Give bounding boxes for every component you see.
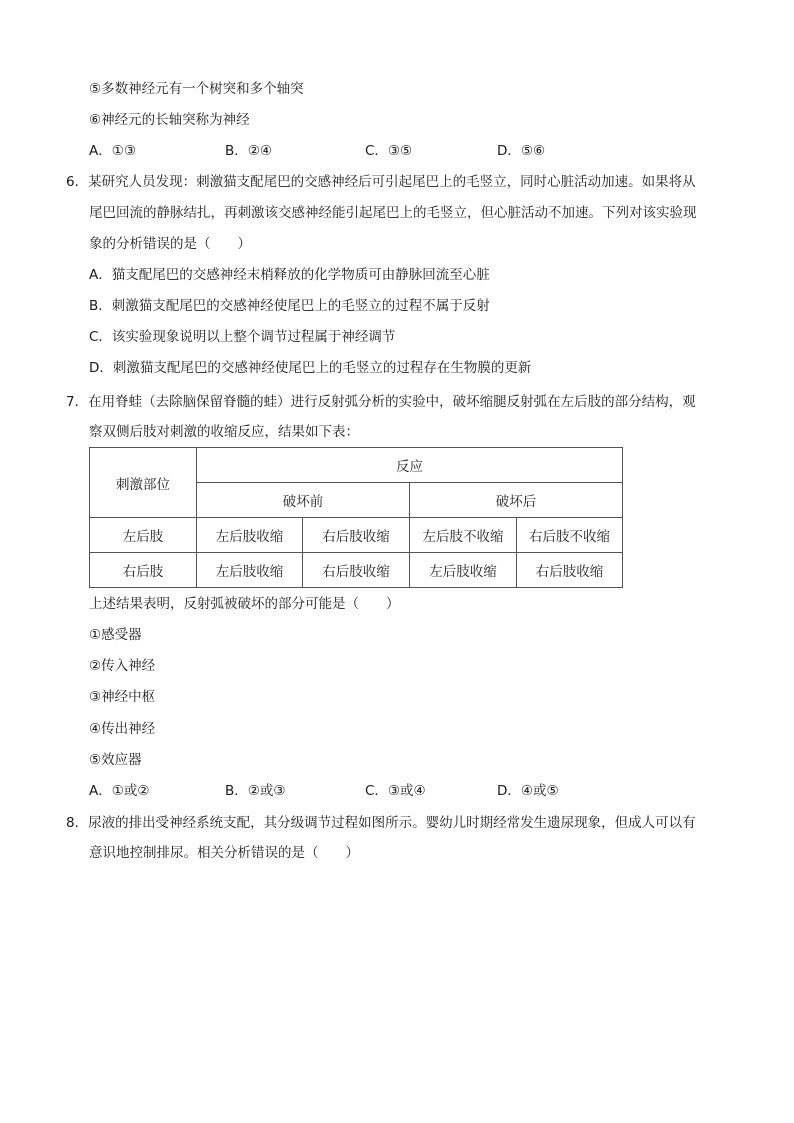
table-cell: 左后肢收缩 bbox=[197, 553, 303, 588]
table-cell: 右后肢不收缩 bbox=[517, 518, 623, 553]
table-header-after: 破坏后 bbox=[410, 483, 623, 518]
table-cell: 右后肢收缩 bbox=[517, 553, 623, 588]
q5-statement-5: ⑤多数神经元有一个树突和多个轴突 bbox=[89, 81, 304, 97]
table-cell: 左后肢不收缩 bbox=[410, 518, 517, 553]
table-cell: 右后肢收缩 bbox=[303, 518, 410, 553]
q7-option-a: A．①或② bbox=[89, 783, 150, 799]
q7-option-b: B．②或③ bbox=[225, 783, 286, 799]
q7-item-4: ④传出神经 bbox=[89, 721, 156, 737]
q7-question: 上述结果表明，反射弧被破坏的部分可能是（ ） bbox=[89, 596, 400, 612]
q7-item-3: ③神经中枢 bbox=[89, 689, 156, 705]
table-header-stimulus: 刺激部位 bbox=[90, 448, 197, 518]
q7-item-5: ⑤效应器 bbox=[89, 752, 142, 768]
q7-stem-line-2: 察双侧后肢对刺激的收缩反应，结果如下表： bbox=[89, 424, 359, 440]
table-row bbox=[90, 518, 623, 553]
q6-option-c: C．该实验现象说明以上整个调节过程属于神经调节 bbox=[89, 329, 396, 345]
q7-stem-line-1: 7．在用脊蛙（去除脑保留脊髓的蛙）进行反射弧分析的实验中，破坏缩腿反射弧在左后肢的部分结构，观 bbox=[66, 394, 696, 410]
table-row bbox=[90, 553, 623, 588]
q6-option-a: A．猫支配尾巴的交感神经末梢释放的化学物质可由静脉回流至心脏 bbox=[89, 267, 490, 283]
table-cell: 左后肢 bbox=[90, 518, 197, 553]
table-cell: 左后肢收缩 bbox=[197, 518, 303, 553]
q5-option-c: C．③⑤ bbox=[365, 143, 413, 159]
q6-stem-line-1: 6．某研究人员发现：刺激猫支配尾巴的交感神经后可引起尾巴上的毛竖立，同时心脏活动加速。如果将从 bbox=[66, 174, 696, 190]
table-cell: 左后肢收缩 bbox=[410, 553, 517, 588]
q8-stem-line-1: 8．尿液的排出受神经系统支配，其分级调节过程如图所示。婴幼儿时期经常发生遗尿现象，但成人可以有 bbox=[66, 815, 696, 831]
table-cell: 右后肢 bbox=[90, 553, 197, 588]
q5-option-a: A．①③ bbox=[89, 143, 136, 159]
q5-option-b: B．②④ bbox=[225, 143, 272, 159]
q6-stem-line-2: 尾巴回流的静脉结扎，再刺激该交感神经能引起尾巴上的毛竖立，但心脏活动不加速。下列对该实验现 bbox=[89, 205, 697, 221]
q7-options bbox=[89, 781, 729, 801]
q7-results-table bbox=[89, 447, 623, 588]
q5-options bbox=[89, 141, 729, 161]
table-cell: 右后肢收缩 bbox=[303, 553, 410, 588]
q5-option-d: D．⑤⑥ bbox=[497, 143, 546, 159]
q7-option-c: C．③或④ bbox=[365, 783, 426, 799]
table-header-row bbox=[90, 448, 623, 483]
q6-option-d: D．刺激猫支配尾巴的交感神经使尾巴上的毛竖立的过程存在生物膜的更新 bbox=[89, 360, 532, 376]
table-header-before: 破坏前 bbox=[197, 483, 410, 518]
q7-item-2: ②传入神经 bbox=[89, 658, 156, 674]
q5-statement-6: ⑥神经元的长轴突称为神经 bbox=[89, 112, 250, 128]
q7-option-d: D．④或⑤ bbox=[497, 783, 559, 799]
q6-stem-line-3: 象的分析错误的是（ ） bbox=[89, 236, 251, 252]
table-header-reaction: 反应 bbox=[197, 448, 623, 483]
q7-item-1: ①感受器 bbox=[89, 627, 142, 643]
q6-option-b: B．刺激猫支配尾巴的交感神经使尾巴上的毛竖立的过程不属于反射 bbox=[89, 298, 490, 314]
q8-stem-line-2: 意识地控制排尿。相关分析错误的是（ ） bbox=[89, 845, 359, 861]
